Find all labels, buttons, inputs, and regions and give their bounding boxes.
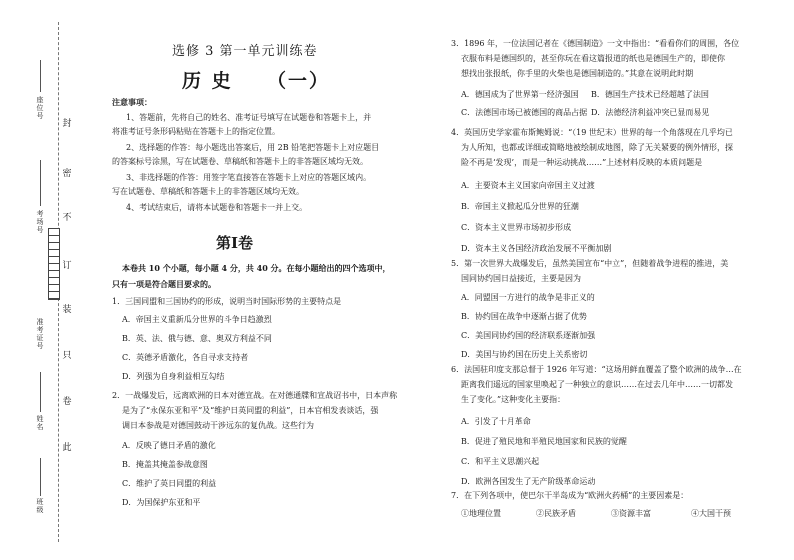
name-label: 姓名 — [36, 415, 44, 431]
seal-char: 不 — [62, 213, 72, 223]
notice-heading: 注意事项： — [112, 97, 152, 107]
question-stem: 是为了“永保东亚和平”及“维护日英同盟的利益”，日本官相发表谈话，强 — [122, 406, 379, 415]
question-option: A．主要资本主义国家向帝国主义过渡 — [461, 181, 595, 190]
question-stem: 4．英国历史学家霍布斯鲍姆说：“（19 世纪末）世界的每一个角落现在几乎均已 — [451, 128, 733, 137]
notice-line: 3、非选择题的作答：用签字笔直接答在答题卡上对应的答题区域内。 — [126, 173, 372, 182]
question-option: C．美国同协约国的经济联系逐渐加强 — [461, 331, 596, 340]
binding-strip — [0, 0, 112, 560]
question-option: A．德国成为了世界第一经济强国 — [461, 90, 579, 99]
seal-char: 订 — [62, 261, 72, 271]
question-option: D．为国保护东亚和平 — [122, 498, 201, 507]
subject-title: 历 史 — [182, 70, 233, 92]
exam-id-label: 准考证号 — [36, 318, 44, 350]
section-title: 第Ⅰ卷 — [216, 234, 254, 252]
question-option: C．法德国市场已被德国的商品占据 — [461, 108, 588, 117]
question-option: B．促进了殖民地和半殖民地国家和民族的觉醒 — [461, 437, 627, 446]
question-stem: 距离我们遥远的国家里唤起了一种独立的意识……在过去几年中……一切都发 — [461, 380, 733, 389]
seal-char: 卷 — [62, 397, 72, 407]
question-option: A．反映了德日矛盾的激化 — [122, 441, 216, 450]
notice-line: 4、考试结束后，请将本试题卷和答题卡一并上交。 — [126, 203, 308, 212]
notice-line: 1、答题前，先将自己的姓名、准考证号填写在试题卷和答题卡上，并 — [126, 113, 372, 122]
question-stem: 险不再是‘发现’，而是一种运动挑战……”上述材料反映的本质问题是 — [461, 158, 703, 167]
question-option: A．同盟国一方进行的战争是非正义的 — [461, 293, 595, 302]
factor-item: ②民族矛盾 — [536, 509, 576, 518]
question-stem: 2．一战爆发后，远离欧洲的日本对德宣战。在对德通牒和宣战诏书中，日本声称 — [112, 391, 398, 400]
question-option: B．协约国在战争中逐渐占据了优势 — [461, 312, 587, 321]
question-stem: 为人所知，也都或详细或简略地被绘制成地图，除了无关紧要的例外情形，探 — [461, 143, 733, 152]
question-option: D．欧洲各国发生了无产阶级革命运动 — [461, 477, 596, 486]
question-option: C．和平主义思潮兴起 — [461, 457, 540, 466]
class-label: 班级 — [36, 498, 44, 514]
question-stem: 衣服布料是德国织的，甚至你玩在看这篇报道的纸也是德国生产的，即使你 — [461, 54, 725, 63]
section-instruction: 只有一项是符合题目要求的。 — [112, 279, 216, 289]
question-option: C．维护了英日同盟的利益 — [122, 479, 217, 488]
factor-item: ④大国干预 — [691, 509, 731, 518]
notice-line: 将准考证号条形码粘贴在答题卡上的指定位置。 — [112, 127, 280, 136]
exam-room-label: 考场号 — [36, 210, 44, 234]
class-line — [40, 458, 41, 496]
question-option: A．帝国主义重新瓜分世界的斗争日趋激烈 — [122, 315, 272, 324]
question-option: D．资本主义各国经济政治发展不平衡加剧 — [461, 244, 612, 253]
notice-line: 写在试题卷、草稿纸和答题卡上的非答题区域均无效。 — [112, 187, 304, 196]
question-stem: 国同协约国日益接近，主要是因为 — [461, 274, 581, 283]
question-option: B．英、法、俄与德、意、奥双方利益不同 — [122, 334, 272, 343]
exam-title: 选修 3 第一单元训练卷 — [172, 44, 318, 59]
exam-room-line — [40, 160, 41, 206]
seat-no-label: 座位号 — [36, 96, 44, 120]
section-instruction: 本卷共 10 个小题，每小题 4 分，共 40 分。在每小题给出的四个选项中， — [122, 263, 391, 273]
question-option: B．德国生产技术已经超越了法国 — [591, 90, 709, 99]
notice-line: 2、选择题的作答：每小题选出答案后，用 2B 铅笔把答题卡上对应题目 — [126, 143, 380, 152]
exam-id-grid — [48, 228, 60, 300]
question-stem: 3．1896 年，一位法国记者在《德国制造》一文中指出：“看看你们的周围，各位 — [451, 39, 740, 48]
question-option: C．英德矛盾激化，各自寻求支持者 — [122, 353, 249, 362]
name-line — [40, 372, 41, 412]
question-stem: 6．法国驻印度支那总督于 1926 年写道：“这场用鲜血覆盖了整个欧洲的战争…在 — [451, 365, 742, 374]
seal-char: 封 — [62, 119, 72, 129]
seal-char: 密 — [62, 169, 72, 179]
notice-line: 的答案标号涂黑，写在试题卷、草稿纸和答题卡上的非答题区域均无效。 — [112, 157, 368, 166]
part-number: （一） — [267, 70, 331, 92]
question-stem: 7．在下列各项中，使巴尔干半岛成为“欧洲火药桶”的主要因素是： — [451, 491, 689, 500]
factor-item: ③资源丰富 — [611, 509, 651, 518]
seal-char: 只 — [62, 351, 72, 361]
seal-char: 装 — [62, 305, 72, 315]
question-option: C．资本主义世界市场初步形成 — [461, 223, 572, 232]
question-stem: 5．第一次世界大战爆发后，虽然美国宣布“中立”，但随着战争进程的推进，美 — [451, 259, 729, 268]
seat-no-line — [40, 60, 41, 92]
question-stem: 1．三国同盟和三国协约的形成，说明当时国际形势的主要特点是 — [112, 297, 342, 306]
question-stem: 生了变化。”这种变化主要指： — [461, 395, 566, 404]
question-option: A．引发了十月革命 — [461, 417, 531, 426]
factor-item: ①地理位置 — [461, 509, 501, 518]
question-option: B．掩盖其掩盖参战意图 — [122, 460, 208, 469]
question-option: D．美国与协约国在历史上关系密切 — [461, 350, 588, 359]
question-option: D．法德经济利益冲突已显而易见 — [591, 108, 710, 117]
seal-char: 此 — [62, 443, 72, 453]
question-option: B．帝国主义掀起瓜分世界的狂潮 — [461, 202, 579, 211]
question-stem: 想找出张报纸，你手里的火柴也是德国制造的。”其意在说明此时期 — [461, 69, 694, 78]
question-option: D．列强为自身利益相互勾结 — [122, 372, 225, 381]
question-stem: 调日本参战是对德国鼓动干涉远东的复仇战。这些行为 — [122, 421, 314, 430]
